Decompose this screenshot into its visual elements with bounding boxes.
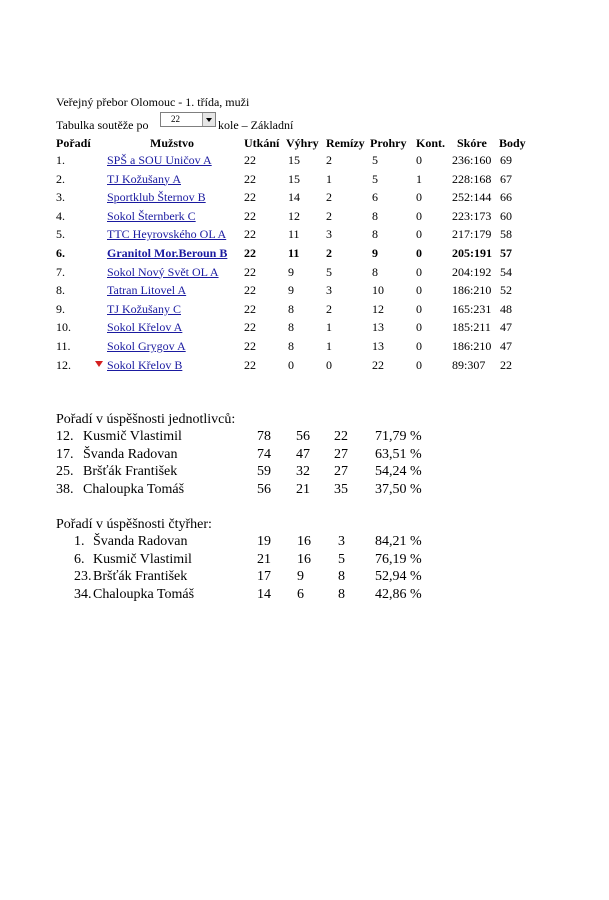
list-item xyxy=(0,447,609,465)
losses-cell: 13 xyxy=(372,339,384,353)
team-cell xyxy=(107,246,227,261)
player-name: Švanda Radovan xyxy=(83,446,178,462)
team-cell xyxy=(107,302,181,317)
col-header-losses: Prohry xyxy=(370,136,407,150)
team-cell xyxy=(107,209,196,224)
down-arrow-icon xyxy=(95,361,103,367)
list-item xyxy=(0,464,609,482)
list-item xyxy=(0,569,609,587)
points-cell: 54 xyxy=(500,264,512,279)
draws-cell: 3 xyxy=(326,283,332,298)
score-cell: 186:210 xyxy=(452,339,492,353)
points-cell: 47 xyxy=(500,320,512,335)
points-cell: 57 xyxy=(500,246,512,260)
wins-cell: 15 xyxy=(288,153,300,167)
contumacy-cell: 0 xyxy=(416,339,422,353)
losses-cell: 5 xyxy=(372,153,378,167)
matches-cell: 22 xyxy=(244,171,256,186)
matches-cell: 22 xyxy=(244,320,256,335)
team-link[interactable]: Granitol Mor.Beroun B xyxy=(107,246,228,260)
percent-cell: 42,86 % xyxy=(375,586,422,602)
losses-cell: 8 xyxy=(372,264,378,279)
rank-cell: 12. xyxy=(56,429,74,444)
lost-cell: 5 xyxy=(338,551,345,567)
lost-cell: 3 xyxy=(338,534,345,549)
points-cell: 22 xyxy=(500,357,512,372)
draws-cell: 2 xyxy=(326,208,332,223)
position-cell: 5. xyxy=(56,227,65,242)
team-cell xyxy=(107,265,219,280)
percent-cell: 84,21 % xyxy=(375,534,422,549)
draws-cell: 1 xyxy=(326,171,332,186)
rank-cell: 23. xyxy=(74,569,92,584)
team-link[interactable]: SPŠ a SOU Uničov A xyxy=(107,153,212,167)
lost-cell: 27 xyxy=(334,464,348,479)
round-prefix-label: Tabulka soutěže po xyxy=(56,118,149,132)
table-row xyxy=(0,320,609,338)
matches-cell: 22 xyxy=(244,357,256,372)
contumacy-cell: 0 xyxy=(416,190,422,205)
matches-cell: 22 xyxy=(244,283,256,298)
draws-cell: 0 xyxy=(326,357,332,372)
table-row xyxy=(0,190,609,208)
col-header-contumacy: Kont. xyxy=(416,136,446,150)
col-header-position: Pořadí xyxy=(56,136,91,150)
losses-cell: 9 xyxy=(372,246,378,260)
points-cell: 69 xyxy=(500,153,512,167)
position-cell: 3. xyxy=(56,190,65,205)
draws-cell: 2 xyxy=(326,246,332,260)
player-name: Kusmič Vlastimil xyxy=(93,551,192,567)
played-cell: 78 xyxy=(257,429,271,444)
round-suffix-label: kole – Základní xyxy=(218,118,294,132)
round-select-value: 22 xyxy=(171,114,180,124)
list-item xyxy=(0,587,609,605)
draws-cell: 3 xyxy=(326,227,332,242)
played-cell: 17 xyxy=(257,569,271,584)
won-cell: 47 xyxy=(296,446,310,462)
team-cell xyxy=(107,190,206,205)
col-header-matches: Utkání xyxy=(244,136,280,150)
lost-cell: 27 xyxy=(334,446,348,462)
lost-cell: 35 xyxy=(334,481,348,497)
score-cell: 228:168 xyxy=(452,171,492,186)
draws-cell: 2 xyxy=(326,153,332,167)
won-cell: 9 xyxy=(297,569,304,584)
list-item xyxy=(0,534,609,552)
matches-cell: 22 xyxy=(244,153,256,167)
draws-cell: 5 xyxy=(326,264,332,279)
team-link[interactable]: Sokol Křelov A xyxy=(107,320,183,335)
won-cell: 32 xyxy=(296,464,310,479)
percent-cell: 63,51 % xyxy=(375,446,422,462)
matches-cell: 22 xyxy=(244,301,256,316)
round-select[interactable] xyxy=(160,112,216,127)
percent-cell: 52,94 % xyxy=(375,569,422,584)
rank-cell: 25. xyxy=(56,464,74,479)
team-link[interactable]: Sportklub Šternov B xyxy=(107,190,206,205)
wins-cell: 0 xyxy=(288,357,294,372)
score-cell: 89:307 xyxy=(452,357,486,372)
losses-cell: 6 xyxy=(372,190,378,205)
played-cell: 74 xyxy=(257,446,271,462)
rank-cell: 1. xyxy=(74,534,85,549)
score-cell: 205:191 xyxy=(452,246,492,260)
contumacy-cell: 0 xyxy=(416,246,422,260)
won-cell: 21 xyxy=(296,481,310,497)
points-cell: 60 xyxy=(500,208,512,223)
player-name: Chaloupka Tomáš xyxy=(93,586,195,602)
col-header-draws: Remízy xyxy=(326,136,365,150)
losses-cell: 10 xyxy=(372,283,384,298)
played-cell: 56 xyxy=(257,481,271,497)
list-item xyxy=(0,552,609,570)
played-cell: 14 xyxy=(257,586,271,602)
doubles-title: Pořadí v úspěšnosti čtyřher: xyxy=(56,517,212,532)
team-cell xyxy=(107,358,182,373)
matches-cell: 22 xyxy=(244,190,256,205)
team-link[interactable]: Sokol Grygov A xyxy=(107,339,186,353)
won-cell: 16 xyxy=(297,534,311,549)
table-row xyxy=(0,209,609,227)
player-name: Bršťák František xyxy=(83,464,178,479)
team-cell xyxy=(107,320,182,335)
won-cell: 6 xyxy=(297,586,304,602)
wins-cell: 8 xyxy=(288,320,294,335)
team-link[interactable]: Sokol Křelov B xyxy=(107,357,183,372)
percent-cell: 71,79 % xyxy=(375,429,422,444)
position-cell: 2. xyxy=(56,171,65,186)
losses-cell: 12 xyxy=(372,301,384,316)
table-row xyxy=(0,227,609,245)
won-cell: 16 xyxy=(297,551,311,567)
wins-cell: 9 xyxy=(288,264,294,279)
team-link[interactable]: Sokol Šternberk C xyxy=(107,208,196,223)
points-cell: 66 xyxy=(500,190,512,205)
team-link[interactable]: TJ Kožušany C xyxy=(107,301,181,316)
contumacy-cell: 0 xyxy=(416,320,422,335)
score-cell: 223:173 xyxy=(452,208,492,223)
matches-cell: 22 xyxy=(244,227,256,242)
lost-cell: 8 xyxy=(338,586,345,602)
position-cell: 6. xyxy=(56,246,65,260)
played-cell: 59 xyxy=(257,464,271,479)
rank-cell: 17. xyxy=(56,446,74,462)
table-row xyxy=(0,265,609,283)
team-cell xyxy=(107,283,186,298)
rank-cell: 34. xyxy=(74,586,92,602)
losses-cell: 13 xyxy=(372,320,384,335)
player-name: Švanda Radovan xyxy=(93,534,188,549)
team-link[interactable]: TJ Kožušany A xyxy=(107,171,181,186)
points-cell: 58 xyxy=(500,227,512,242)
rank-cell: 6. xyxy=(74,551,85,567)
wins-cell: 8 xyxy=(288,301,294,316)
losses-cell: 5 xyxy=(372,171,378,186)
points-cell: 52 xyxy=(500,283,512,298)
position-cell: 12. xyxy=(56,357,71,372)
col-header-wins: Výhry xyxy=(286,136,319,150)
team-link[interactable]: Sokol Nový Svět OL A xyxy=(107,264,219,279)
losses-cell: 22 xyxy=(372,357,384,372)
lost-cell: 8 xyxy=(338,569,345,584)
matches-cell: 22 xyxy=(244,339,256,353)
table-row xyxy=(0,302,609,320)
position-cell: 9. xyxy=(56,301,65,316)
team-cell xyxy=(107,227,226,242)
losses-cell: 8 xyxy=(372,208,378,223)
matches-cell: 22 xyxy=(244,208,256,223)
score-cell: 217:179 xyxy=(452,227,492,242)
list-item xyxy=(0,429,609,447)
draws-cell: 2 xyxy=(326,301,332,316)
player-name: Chaloupka Tomáš xyxy=(83,481,185,497)
contumacy-cell: 0 xyxy=(416,283,422,298)
losses-cell: 8 xyxy=(372,227,378,242)
position-cell: 4. xyxy=(56,208,65,223)
wins-cell: 11 xyxy=(288,227,300,242)
col-header-team: Mužstvo xyxy=(150,136,194,150)
score-cell: 236:160 xyxy=(452,153,492,167)
rank-cell: 38. xyxy=(56,481,74,497)
wins-cell: 15 xyxy=(288,171,300,186)
col-header-points: Body xyxy=(499,136,526,150)
team-link[interactable]: Tatran Litovel A xyxy=(107,283,187,298)
table-row xyxy=(0,172,609,190)
wins-cell: 11 xyxy=(288,246,300,260)
contumacy-cell: 1 xyxy=(416,171,422,186)
chevron-down-icon[interactable] xyxy=(202,113,215,126)
wins-cell: 12 xyxy=(288,208,300,223)
matches-cell: 22 xyxy=(244,246,256,260)
score-cell: 185:211 xyxy=(452,320,491,335)
percent-cell: 54,24 % xyxy=(375,464,422,479)
table-row xyxy=(0,246,609,264)
wins-cell: 14 xyxy=(288,190,300,205)
position-cell: 10. xyxy=(56,320,71,335)
points-cell: 48 xyxy=(500,301,512,316)
col-header-score: Skóre xyxy=(457,136,487,150)
player-name: Bršťák František xyxy=(93,569,188,584)
table-row xyxy=(0,283,609,301)
contumacy-cell: 0 xyxy=(416,301,422,316)
position-cell: 8. xyxy=(56,283,65,298)
draws-cell: 1 xyxy=(326,320,332,335)
draws-cell: 2 xyxy=(326,190,332,205)
percent-cell: 76,19 % xyxy=(375,551,422,567)
player-name: Kusmič Vlastimil xyxy=(83,429,182,444)
won-cell: 56 xyxy=(296,429,310,444)
score-cell: 186:210 xyxy=(452,283,492,298)
draws-cell: 1 xyxy=(326,339,332,353)
contumacy-cell: 0 xyxy=(416,357,422,372)
standings-header xyxy=(0,136,609,150)
matches-cell: 22 xyxy=(244,264,256,279)
points-cell: 47 xyxy=(500,339,512,353)
page-title: Veřejný přebor Olomouc - 1. třída, muži xyxy=(56,95,250,109)
table-row xyxy=(0,339,609,357)
played-cell: 19 xyxy=(257,534,271,549)
contumacy-cell: 0 xyxy=(416,153,422,167)
list-item xyxy=(0,482,609,500)
team-cell xyxy=(107,172,181,187)
played-cell: 21 xyxy=(257,551,271,567)
team-link[interactable]: TTC Heyrovského OL A xyxy=(107,227,227,242)
position-cell: 11. xyxy=(56,339,71,353)
score-cell: 252:144 xyxy=(452,190,492,205)
position-cell: 7. xyxy=(56,264,65,279)
singles-title: Pořadí v úspěšnosti jednotlivců: xyxy=(56,412,236,427)
table-row xyxy=(0,358,609,376)
lost-cell: 22 xyxy=(334,429,348,444)
points-cell: 67 xyxy=(500,171,512,186)
percent-cell: 37,50 % xyxy=(375,481,422,497)
score-cell: 204:192 xyxy=(452,264,492,279)
wins-cell: 8 xyxy=(288,339,294,353)
table-row xyxy=(0,153,609,171)
team-cell xyxy=(107,339,186,354)
contumacy-cell: 0 xyxy=(416,227,422,242)
position-cell: 1. xyxy=(56,153,65,167)
team-cell xyxy=(107,153,212,168)
contumacy-cell: 0 xyxy=(416,208,422,223)
wins-cell: 9 xyxy=(288,283,294,298)
score-cell: 165:231 xyxy=(452,301,492,316)
contumacy-cell: 0 xyxy=(416,264,422,279)
